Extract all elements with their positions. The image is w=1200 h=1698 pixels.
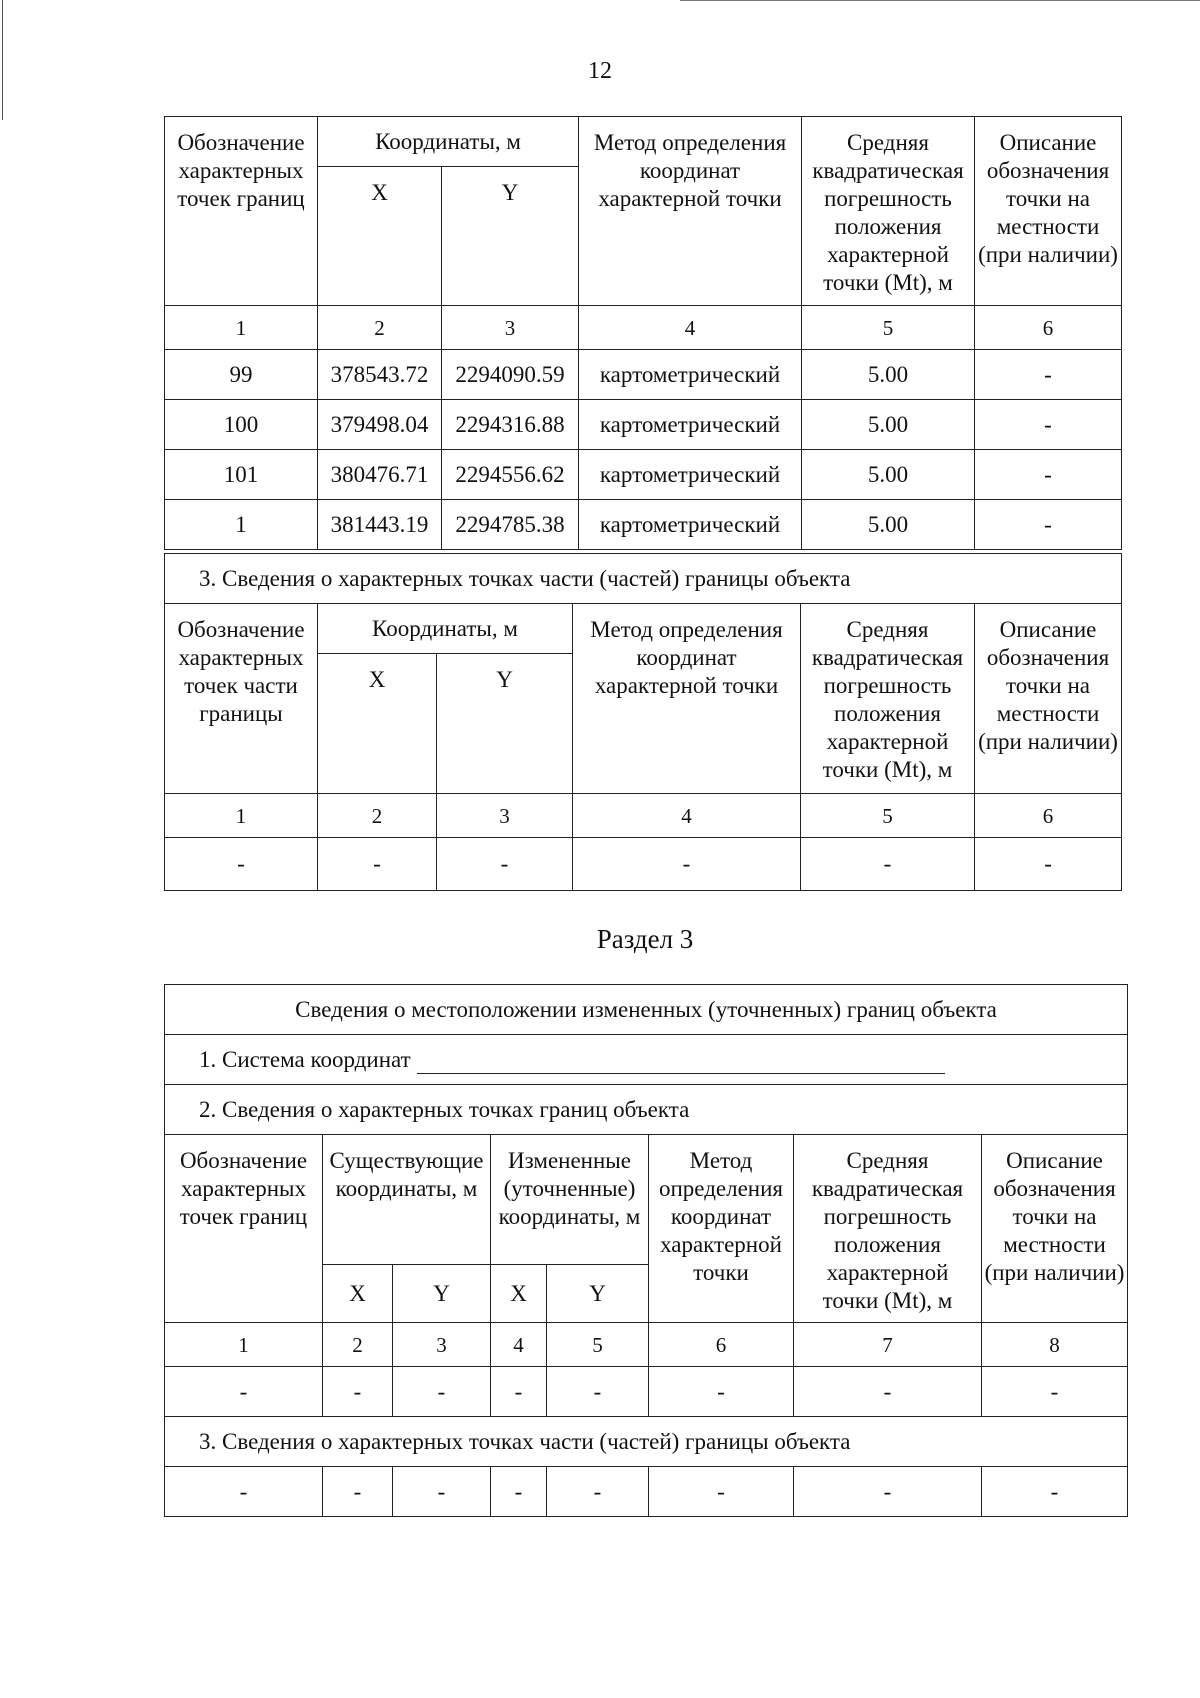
- header-description: Описание обозначения точки на местности (при наличии): [975, 604, 1122, 794]
- header-changed-x: X: [491, 1265, 547, 1323]
- col-number: 1: [165, 794, 318, 838]
- header-error: Средняя квадратическая погрешность положения характерной точки (Mt), м: [802, 117, 975, 306]
- col-number: 2: [318, 306, 442, 350]
- cell-x: 378543.72: [318, 350, 442, 400]
- table-row: [165, 1367, 1128, 1417]
- cell-empty: -: [491, 1367, 547, 1417]
- header-description: Описание обозначения точки на местности (при наличии): [982, 1135, 1128, 1323]
- col-number: 4: [573, 794, 801, 838]
- header-method: Метод определения координат характерной точки: [579, 117, 802, 306]
- cell-y: 2294316.88: [442, 400, 579, 450]
- header-existing-coords: Существующие координаты, м: [323, 1135, 491, 1265]
- cell-description: -: [975, 500, 1122, 550]
- cell-empty: -: [165, 1467, 323, 1517]
- col-number: 6: [975, 794, 1122, 838]
- col-number: 2: [318, 794, 437, 838]
- col-number: 7: [794, 1323, 982, 1367]
- cell-description: -: [975, 450, 1122, 500]
- cell-empty: -: [323, 1367, 393, 1417]
- section-title: Раздел 3: [596, 924, 694, 954]
- col-number: 4: [579, 306, 802, 350]
- cell-x: 381443.19: [318, 500, 442, 550]
- table-row: [165, 838, 1122, 891]
- col-number: 3: [437, 794, 573, 838]
- header-existing-y: Y: [393, 1265, 491, 1323]
- page-number: 12: [588, 58, 612, 84]
- coord-system-label: 1. Система координат: [199, 1046, 411, 1072]
- col-number: 5: [801, 794, 975, 838]
- header-point: Обозначение характерных точек части границы: [165, 604, 318, 794]
- table-row: [165, 500, 1122, 550]
- header-x: X: [318, 654, 437, 794]
- cell-empty: -: [794, 1367, 982, 1417]
- points-title: 2. Сведения о характерных точках границ объекта: [165, 1085, 1128, 1135]
- header-method: Метод определения координат характерной точки: [649, 1135, 794, 1323]
- cell-empty: -: [547, 1367, 649, 1417]
- scan-top-mark: [680, 0, 1200, 1]
- cell-empty: -: [318, 838, 437, 891]
- cell-empty: -: [393, 1467, 491, 1517]
- table-row: [165, 450, 1122, 500]
- col-number: 4: [491, 1323, 547, 1367]
- col-number: 6: [975, 306, 1122, 350]
- cell-error: 5.00: [802, 400, 975, 450]
- header-error: Средняя квадратическая погрешность положения характерной точки (Mt), м: [801, 604, 975, 794]
- part-boundary-points-table: [164, 553, 1122, 891]
- cell-empty: -: [982, 1467, 1128, 1517]
- cell-point: 99: [165, 350, 318, 400]
- cell-y: 2294785.38: [442, 500, 579, 550]
- cell-point: 100: [165, 400, 318, 450]
- header-y: Y: [442, 167, 579, 306]
- cell-point: 1: [165, 500, 318, 550]
- col-number: 6: [649, 1323, 794, 1367]
- changed-boundaries-table: [164, 984, 1128, 1517]
- table-row: [165, 350, 1122, 400]
- section-table-title: Сведения о местоположении измененных (уточненных) границ объекта: [165, 985, 1128, 1035]
- coord-system-blank: [417, 1051, 945, 1074]
- cell-method: картометрический: [579, 400, 802, 450]
- cell-empty: -: [323, 1467, 393, 1517]
- cell-point: 101: [165, 450, 318, 500]
- col-number: 3: [393, 1323, 491, 1367]
- part-table-title: 3. Сведения о характерных точках части (частей) границы объекта: [165, 554, 1122, 604]
- cell-x: 380476.71: [318, 450, 442, 500]
- cell-method: картометрический: [579, 500, 802, 550]
- cell-description: -: [975, 400, 1122, 450]
- cell-error: 5.00: [802, 500, 975, 550]
- header-x: X: [318, 167, 442, 306]
- cell-empty: -: [649, 1467, 794, 1517]
- col-number: 3: [442, 306, 579, 350]
- cell-empty: -: [165, 838, 318, 891]
- cell-empty: -: [794, 1467, 982, 1517]
- cell-x: 379498.04: [318, 400, 442, 450]
- cell-error: 5.00: [802, 350, 975, 400]
- coord-system-row: [165, 1035, 1128, 1085]
- cell-empty: -: [437, 838, 573, 891]
- cell-empty: -: [982, 1367, 1128, 1417]
- col-number: 1: [165, 306, 318, 350]
- cell-y: 2294556.62: [442, 450, 579, 500]
- cell-description: -: [975, 350, 1122, 400]
- header-point: Обозначение характерных точек границ: [165, 1135, 323, 1323]
- header-coords: Координаты, м: [318, 604, 573, 654]
- cell-empty: -: [649, 1367, 794, 1417]
- header-changed-y: Y: [547, 1265, 649, 1323]
- col-number: 5: [802, 306, 975, 350]
- header-description: Описание обозначения точки на местности (при наличии): [975, 117, 1122, 306]
- cell-empty: -: [491, 1467, 547, 1517]
- cell-empty: -: [975, 838, 1122, 891]
- header-coords: Координаты, м: [318, 117, 579, 167]
- header-y: Y: [437, 654, 573, 794]
- cell-error: 5.00: [802, 450, 975, 500]
- cell-method: картометрический: [579, 350, 802, 400]
- header-method: Метод определения координат характерной точки: [573, 604, 801, 794]
- col-number: 8: [982, 1323, 1128, 1367]
- cell-empty: -: [547, 1467, 649, 1517]
- cell-method: картометрический: [579, 450, 802, 500]
- cell-y: 2294090.59: [442, 350, 579, 400]
- cell-empty: -: [801, 838, 975, 891]
- cell-empty: -: [573, 838, 801, 891]
- parts-title: 3. Сведения о характерных точках части (частей) границы объекта: [165, 1417, 1128, 1467]
- boundary-points-table: [164, 116, 1122, 550]
- col-number: 1: [165, 1323, 323, 1367]
- header-existing-x: X: [323, 1265, 393, 1323]
- cell-empty: -: [393, 1367, 491, 1417]
- col-number: 2: [323, 1323, 393, 1367]
- cell-empty: -: [165, 1367, 323, 1417]
- header-error: Средняя квадратическая погрешность положения характерной точки (Mt), м: [794, 1135, 982, 1323]
- col-number: 5: [547, 1323, 649, 1367]
- table-row: [165, 400, 1122, 450]
- header-point: Обозначение характерных точек границ: [165, 117, 318, 306]
- table-row: [165, 1467, 1128, 1517]
- header-changed-coords: Измененные (уточненные) координаты, м: [491, 1135, 649, 1265]
